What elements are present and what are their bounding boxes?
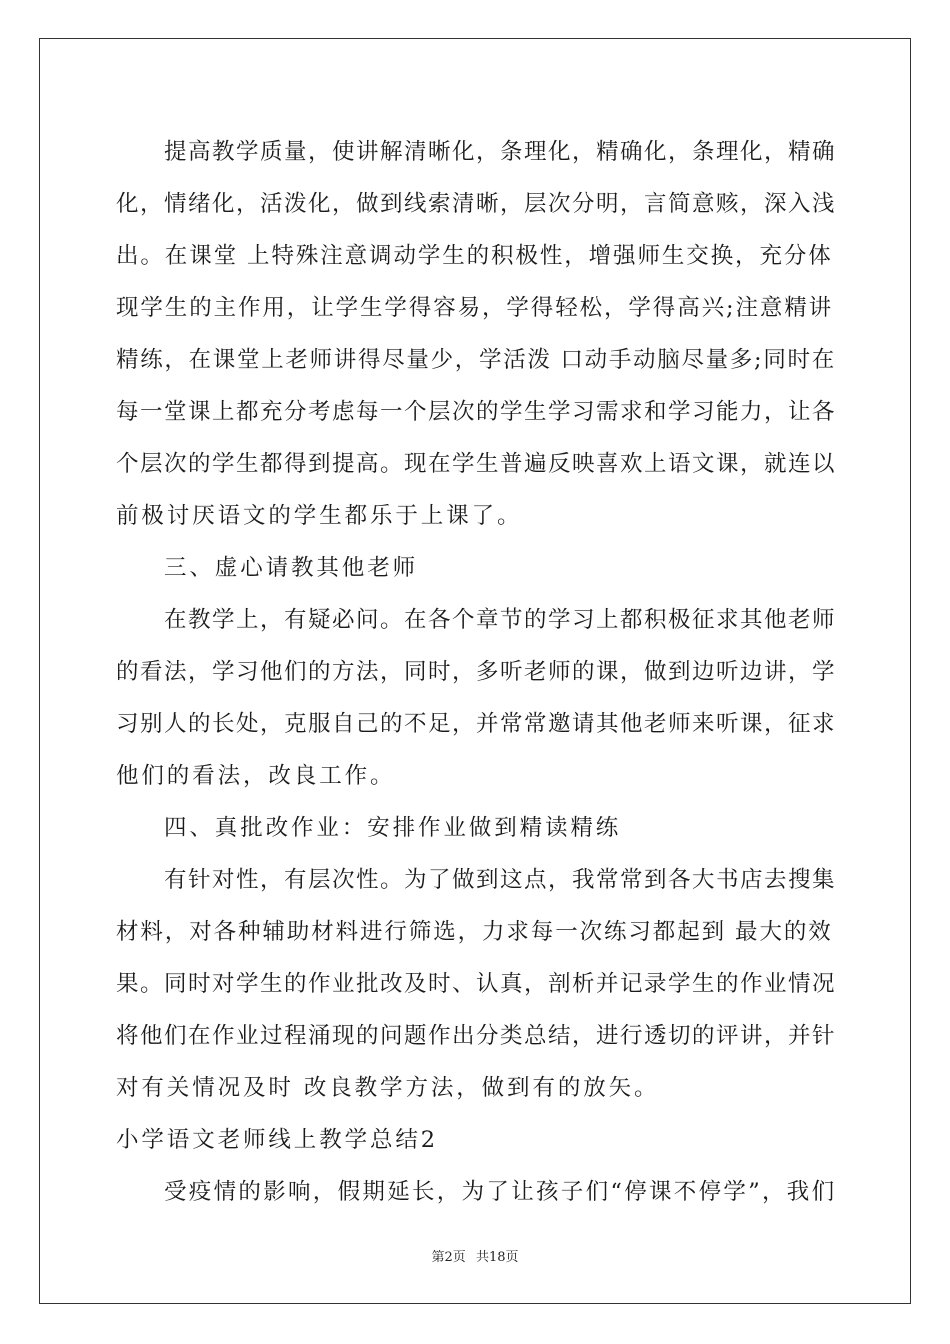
page-number: 第2页	[431, 1250, 466, 1265]
section-heading: 四、真批改作业：安排作业做到精读精练	[164, 815, 622, 841]
text-line: 精练，在课堂上老师讲得尽量少，学活泼 口动手动脑尽量多;同时在	[116, 347, 836, 373]
text-line: 有针对性，有层次性。为了做到这点，我常常到各大书店去搜集	[164, 867, 837, 893]
text-line: 前极讨厌语文的学生都乐于上课了。	[116, 503, 523, 529]
document-body	[116, 126, 836, 1218]
section-heading: 三、虚心请教其他老师	[164, 555, 419, 581]
text-line: 每一堂课上都充分考虑每一个层次的学生学习需求和学习能力，让各	[116, 399, 837, 425]
text-line: 现学生的主作用，让学生学得容易，学得轻松，学得高兴;注意精讲	[116, 295, 834, 321]
text-line: 化，情绪化，活泼化，做到线索清晰，层次分明，言简意赅，深入浅	[116, 191, 837, 217]
text-line: 提高教学质量，使讲解清晰化，条理化，精确化，条理化，精确	[164, 139, 837, 165]
text-line: 出。在课堂 上特殊注意调动学生的积极性，增强师生交换，充分体	[116, 243, 833, 269]
text-line: 的看法，学习他们的方法，同时，多听老师的课，做到边听边讲，学	[116, 659, 837, 685]
text-line: 材料，对各种辅助材料进行筛选，力求每一次练习都起到 最大的效	[116, 919, 833, 945]
text-line: 将他们在作业过程涌现的问题作出分类总结，进行透切的评讲，并针	[116, 1023, 837, 1049]
text-line: 对有关情况及时 改良教学方法，做到有的放矢。	[116, 1075, 660, 1101]
text-line: 受疫情的影响，假期延长，为了让孩子们“停课不停学”，我们	[164, 1179, 837, 1205]
text-line: 在教学上，有疑必问。在各个章节的学习上都积极征求其他老师	[164, 607, 837, 633]
page-total: 共18页	[475, 1250, 519, 1265]
text-line: 果。同时对学生的作业批改及时、认真，剖析并记录学生的作业情况	[116, 971, 837, 997]
text-line: 个层次的学生都得到提高。现在学生普遍反映喜欢上语文课，就连以	[116, 451, 837, 477]
document-title: 小学语文老师线上教学总结2	[116, 1127, 439, 1153]
text-line: 他们的看法，改良工作。	[116, 763, 396, 789]
page-footer	[0, 1246, 950, 1265]
text-line: 习别人的长处，克服自己的不足，并常常邀请其他老师来听课，征求	[116, 711, 837, 737]
